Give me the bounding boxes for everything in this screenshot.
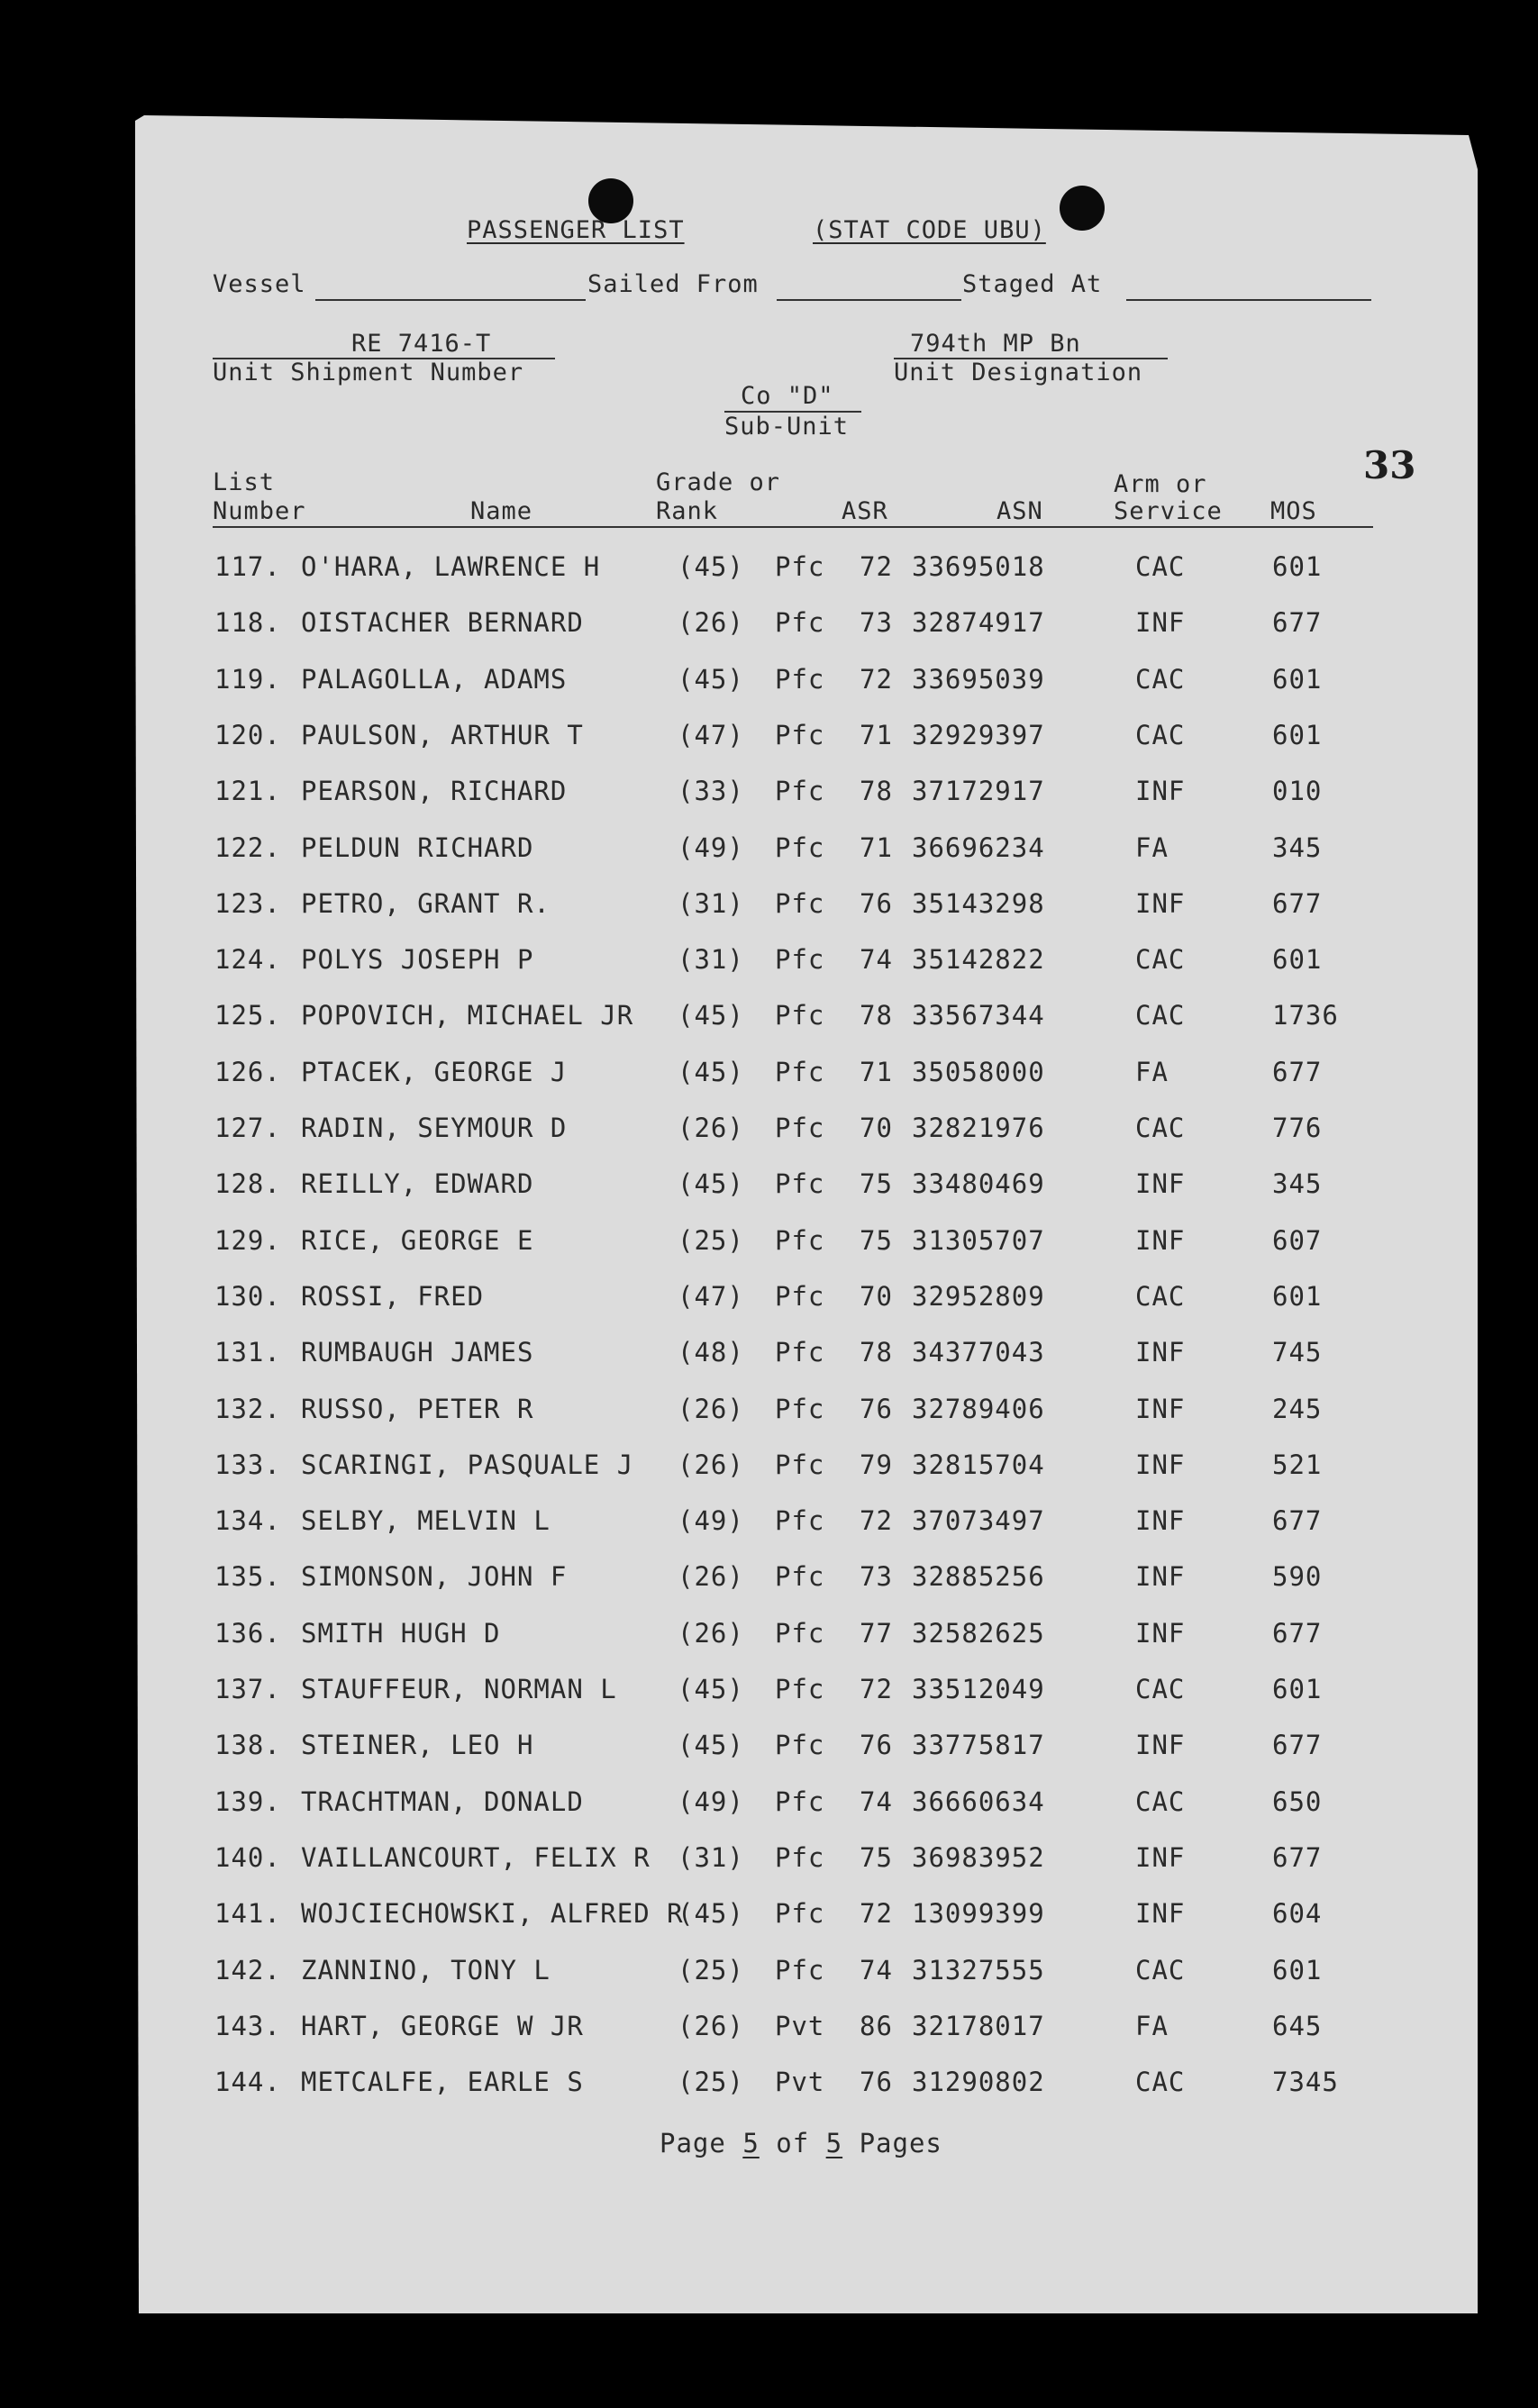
row-name: ZANNINO, TONY L xyxy=(301,1954,551,1985)
table-row xyxy=(0,1618,1538,1670)
row-name: HART, GEORGE W JR xyxy=(301,2010,584,2041)
row-mos: 650 xyxy=(1272,1786,1323,1817)
row-rank: Pfc xyxy=(775,1617,825,1649)
row-grade-code: (26) xyxy=(678,1561,744,1593)
row-asr: 78 xyxy=(860,1337,893,1368)
row-rank: Pfc xyxy=(775,663,825,695)
row-asn: 32789406 xyxy=(912,1393,1045,1424)
row-number: 117. xyxy=(214,551,281,582)
row-rank: Pfc xyxy=(775,1841,825,1873)
row-grade-code: (33) xyxy=(678,776,744,807)
row-asn: 32821976 xyxy=(912,1113,1045,1143)
row-arm: INF xyxy=(1135,607,1186,639)
sub-unit: Co "D" xyxy=(741,382,834,410)
row-name: RICE, GEORGE E xyxy=(301,1224,534,1256)
row-asn: 32885256 xyxy=(912,1561,1045,1593)
table-row xyxy=(0,1674,1538,1726)
row-number: 144. xyxy=(214,2067,281,2098)
row-number: 137. xyxy=(214,1674,281,1704)
row-mos: 677 xyxy=(1272,1730,1323,1761)
row-arm: INF xyxy=(1135,1730,1186,1761)
row-number: 143. xyxy=(214,2010,281,2041)
row-rank: Pfc xyxy=(775,1393,825,1424)
col-arm-bottom: Service xyxy=(1114,497,1223,525)
row-mos: 745 xyxy=(1272,1337,1323,1368)
row-name: PAULSON, ARTHUR T xyxy=(301,719,584,750)
row-number: 131. xyxy=(214,1337,281,1368)
page-footer xyxy=(660,2128,942,2158)
row-grade-code: (45) xyxy=(678,551,744,582)
row-rank: Pfc xyxy=(775,1730,825,1761)
row-rank: Pfc xyxy=(775,1505,825,1537)
row-rank: Pfc xyxy=(775,1337,825,1368)
footer-of-word: of xyxy=(776,2128,810,2158)
row-grade-code: (45) xyxy=(678,1730,744,1761)
stat-code: (STAT CODE UBU) xyxy=(813,216,1046,244)
row-name: POLYS JOSEPH P xyxy=(301,944,534,976)
row-rank: Pfc xyxy=(775,719,825,750)
row-asn: 36660634 xyxy=(912,1786,1045,1817)
row-asr: 74 xyxy=(860,1954,893,1985)
table-row xyxy=(0,1281,1538,1333)
table-row xyxy=(0,1337,1538,1389)
row-grade-code: (45) xyxy=(678,1168,744,1200)
row-name: RADIN, SEYMOUR D xyxy=(301,1113,568,1143)
table-row xyxy=(0,1842,1538,1895)
row-mos: 645 xyxy=(1272,2010,1323,2041)
row-asr: 75 xyxy=(860,1841,893,1873)
row-asn: 32952809 xyxy=(912,1280,1045,1312)
row-asr: 72 xyxy=(860,1674,893,1704)
row-asr: 71 xyxy=(860,719,893,750)
row-rank: Pvt xyxy=(775,2010,825,2041)
row-mos: 7345 xyxy=(1272,2067,1339,2098)
row-rank: Pfc xyxy=(775,1000,825,1031)
row-mos: 521 xyxy=(1272,1449,1323,1480)
row-asn: 35143298 xyxy=(912,887,1045,919)
page-stamp-number: 33 xyxy=(1363,443,1416,487)
row-number: 139. xyxy=(214,1786,281,1817)
row-name: METCALFE, EARLE S xyxy=(301,2067,584,2098)
row-name: RUSSO, PETER R xyxy=(301,1393,534,1424)
row-arm: INF xyxy=(1135,776,1186,807)
row-mos: 677 xyxy=(1272,1056,1323,1087)
row-asn: 32929397 xyxy=(912,719,1045,750)
row-asr: 71 xyxy=(860,831,893,863)
punch-hole-right xyxy=(1060,186,1105,231)
row-asr: 70 xyxy=(860,1113,893,1143)
row-asr: 76 xyxy=(860,1730,893,1761)
row-number: 140. xyxy=(214,1841,281,1873)
table-row xyxy=(0,1168,1538,1221)
row-grade-code: (26) xyxy=(678,1113,744,1143)
row-asr: 75 xyxy=(860,1168,893,1200)
table-row xyxy=(0,2067,1538,2119)
row-grade-code: (47) xyxy=(678,719,744,750)
unit-designation: 794th MP Bn xyxy=(910,330,1081,358)
col-list-top: List xyxy=(213,468,276,496)
row-rank: Pfc xyxy=(775,1954,825,1985)
row-arm: CAC xyxy=(1135,719,1186,750)
row-name: PEARSON, RICHARD xyxy=(301,776,568,807)
row-arm: CAC xyxy=(1135,1000,1186,1031)
row-number: 119. xyxy=(214,663,281,695)
row-number: 134. xyxy=(214,1505,281,1537)
row-arm: CAC xyxy=(1135,1786,1186,1817)
row-name: PTACEK, GEORGE J xyxy=(301,1056,568,1087)
row-mos: 1736 xyxy=(1272,1000,1339,1031)
row-name: STAUFFEUR, NORMAN L xyxy=(301,1674,617,1704)
row-grade-code: (31) xyxy=(678,887,744,919)
row-grade-code: (31) xyxy=(678,944,744,976)
col-asn: ASN xyxy=(997,497,1043,525)
table-row xyxy=(0,1898,1538,1950)
row-asn: 32178017 xyxy=(912,2010,1045,2041)
row-mos: 677 xyxy=(1272,887,1323,919)
row-arm: FA xyxy=(1135,1056,1169,1087)
row-asn: 33512049 xyxy=(912,1674,1045,1704)
row-grade-code: (26) xyxy=(678,1393,744,1424)
row-asn: 33695018 xyxy=(912,551,1045,582)
col-mos: MOS xyxy=(1270,497,1317,525)
vessel-field-line xyxy=(315,299,586,301)
table-row xyxy=(0,1113,1538,1165)
row-rank: Pfc xyxy=(775,887,825,919)
table-row xyxy=(0,1561,1538,1613)
row-name: RUMBAUGH JAMES xyxy=(301,1337,534,1368)
row-grade-code: (31) xyxy=(678,1841,744,1873)
row-arm: INF xyxy=(1135,1898,1186,1930)
sub-unit-label: Sub-Unit xyxy=(724,413,850,441)
row-asn: 36983952 xyxy=(912,1841,1045,1873)
row-asr: 78 xyxy=(860,1000,893,1031)
table-row xyxy=(0,664,1538,716)
row-number: 123. xyxy=(214,887,281,919)
col-name: Name xyxy=(470,497,533,525)
row-rank: Pfc xyxy=(775,551,825,582)
row-grade-code: (45) xyxy=(678,1898,744,1930)
row-name: PALAGOLLA, ADAMS xyxy=(301,663,568,695)
row-rank: Pfc xyxy=(775,1056,825,1087)
row-grade-code: (26) xyxy=(678,2010,744,2041)
row-asn: 32815704 xyxy=(912,1449,1045,1480)
document-title: PASSENGER LIST xyxy=(467,216,685,244)
row-number: 127. xyxy=(214,1113,281,1143)
row-asr: 72 xyxy=(860,551,893,582)
table-row xyxy=(0,1449,1538,1502)
row-grade-code: (45) xyxy=(678,1000,744,1031)
row-mos: 601 xyxy=(1272,719,1323,750)
row-number: 132. xyxy=(214,1393,281,1424)
row-grade-code: (49) xyxy=(678,831,744,863)
row-arm: INF xyxy=(1135,1393,1186,1424)
row-grade-code: (45) xyxy=(678,1674,744,1704)
row-grade-code: (25) xyxy=(678,2067,744,2098)
row-asr: 74 xyxy=(860,944,893,976)
row-mos: 677 xyxy=(1272,1841,1323,1873)
row-rank: Pfc xyxy=(775,1113,825,1143)
row-grade-code: (25) xyxy=(678,1954,744,1985)
row-grade-code: (49) xyxy=(678,1786,744,1817)
row-asn: 33695039 xyxy=(912,663,1045,695)
row-asn: 33480469 xyxy=(912,1168,1045,1200)
row-grade-code: (47) xyxy=(678,1280,744,1312)
row-asn: 36696234 xyxy=(912,831,1045,863)
row-mos: 010 xyxy=(1272,776,1323,807)
row-asr: 79 xyxy=(860,1449,893,1480)
row-name: WOJCIECHOWSKI, ALFRED R xyxy=(301,1898,684,1930)
row-asn: 35058000 xyxy=(912,1056,1045,1087)
table-row xyxy=(0,944,1538,996)
row-arm: INF xyxy=(1135,1168,1186,1200)
row-mos: 601 xyxy=(1272,1954,1323,1985)
row-mos: 345 xyxy=(1272,1168,1323,1200)
table-row xyxy=(0,720,1538,772)
row-number: 120. xyxy=(214,719,281,750)
row-name: O'HARA, LAWRENCE H xyxy=(301,551,601,582)
row-name: VAILLANCOURT, FELIX R xyxy=(301,1841,651,1873)
table-row xyxy=(0,1505,1538,1558)
row-grade-code: (49) xyxy=(678,1505,744,1537)
row-name: ROSSI, FRED xyxy=(301,1280,485,1312)
row-asn: 31327555 xyxy=(912,1954,1045,1985)
row-name: SIMONSON, JOHN F xyxy=(301,1561,568,1593)
row-rank: Pfc xyxy=(775,1898,825,1930)
table-row xyxy=(0,1225,1538,1277)
row-number: 124. xyxy=(214,944,281,976)
staged-at-field-line xyxy=(1126,299,1371,301)
row-number: 129. xyxy=(214,1224,281,1256)
table-row xyxy=(0,1000,1538,1052)
row-arm: INF xyxy=(1135,1224,1186,1256)
table-row xyxy=(0,551,1538,604)
row-grade-code: (25) xyxy=(678,1224,744,1256)
row-mos: 601 xyxy=(1272,1674,1323,1704)
row-number: 121. xyxy=(214,776,281,807)
row-asr: 74 xyxy=(860,1786,893,1817)
row-number: 133. xyxy=(214,1449,281,1480)
row-asn: 31290802 xyxy=(912,2067,1045,2098)
row-rank: Pfc xyxy=(775,1674,825,1704)
row-asr: 72 xyxy=(860,1898,893,1930)
footer-total-pages: 5 xyxy=(825,2128,843,2158)
row-arm: CAC xyxy=(1135,1674,1186,1704)
row-mos: 677 xyxy=(1272,1617,1323,1649)
row-grade-code: (26) xyxy=(678,1449,744,1480)
row-asr: 76 xyxy=(860,1393,893,1424)
col-grade-top: Grade or xyxy=(656,468,781,496)
row-asr: 73 xyxy=(860,607,893,639)
row-mos: 601 xyxy=(1272,551,1323,582)
row-arm: CAC xyxy=(1135,2067,1186,2098)
footer-current-page: 5 xyxy=(742,2128,760,2158)
row-grade-code: (26) xyxy=(678,607,744,639)
row-grade-code: (45) xyxy=(678,1056,744,1087)
table-row xyxy=(0,1786,1538,1839)
row-asr: 75 xyxy=(860,1224,893,1256)
row-asn: 32582625 xyxy=(912,1617,1045,1649)
row-rank: Pfc xyxy=(775,1786,825,1817)
unit-shipment-number: RE 7416-T xyxy=(351,330,492,358)
row-asr: 78 xyxy=(860,776,893,807)
row-mos: 677 xyxy=(1272,1505,1323,1537)
row-asn: 13099399 xyxy=(912,1898,1045,1930)
row-asr: 76 xyxy=(860,2067,893,2098)
row-name: PETRO, GRANT R. xyxy=(301,887,551,919)
row-rank: Pfc xyxy=(775,1224,825,1256)
row-number: 122. xyxy=(214,831,281,863)
row-mos: 245 xyxy=(1272,1393,1323,1424)
row-mos: 345 xyxy=(1272,831,1323,863)
row-number: 142. xyxy=(214,1954,281,1985)
row-name: SELBY, MELVIN L xyxy=(301,1505,551,1537)
row-grade-code: (45) xyxy=(678,663,744,695)
row-name: REILLY, EDWARD xyxy=(301,1168,534,1200)
row-mos: 604 xyxy=(1272,1898,1323,1930)
row-arm: INF xyxy=(1135,1841,1186,1873)
row-arm: FA xyxy=(1135,831,1169,863)
row-arm: CAC xyxy=(1135,944,1186,976)
row-asn: 37172917 xyxy=(912,776,1045,807)
row-rank: Pfc xyxy=(775,1449,825,1480)
row-number: 118. xyxy=(214,607,281,639)
row-grade-code: (26) xyxy=(678,1617,744,1649)
staged-at-label: Staged At xyxy=(962,270,1103,298)
row-name: SCARINGI, PASQUALE J xyxy=(301,1449,634,1480)
table-row xyxy=(0,1394,1538,1446)
row-rank: Pfc xyxy=(775,1280,825,1312)
col-list-bottom: Number xyxy=(213,497,306,525)
row-mos: 677 xyxy=(1272,607,1323,639)
row-name: PELDUN RICHARD xyxy=(301,831,534,863)
row-asn: 33775817 xyxy=(912,1730,1045,1761)
row-asn: 33567344 xyxy=(912,1000,1045,1031)
row-asr: 72 xyxy=(860,663,893,695)
table-row xyxy=(0,1730,1538,1782)
row-arm: CAC xyxy=(1135,551,1186,582)
row-rank: Pfc xyxy=(775,944,825,976)
col-arm-top: Arm or xyxy=(1114,470,1207,498)
row-rank: Pfc xyxy=(775,607,825,639)
row-asr: 70 xyxy=(860,1280,893,1312)
row-mos: 607 xyxy=(1272,1224,1323,1256)
row-asr: 86 xyxy=(860,2010,893,2041)
table-row xyxy=(0,2011,1538,2063)
row-arm: INF xyxy=(1135,1617,1186,1649)
table-row xyxy=(0,1955,1538,2007)
row-number: 126. xyxy=(214,1056,281,1087)
row-number: 141. xyxy=(214,1898,281,1930)
row-name: TRACHTMAN, DONALD xyxy=(301,1786,584,1817)
row-number: 130. xyxy=(214,1280,281,1312)
row-rank: Pfc xyxy=(775,1561,825,1593)
row-asr: 76 xyxy=(860,887,893,919)
row-number: 125. xyxy=(214,1000,281,1031)
row-arm: CAC xyxy=(1135,1954,1186,1985)
row-arm: CAC xyxy=(1135,663,1186,695)
row-grade-code: (48) xyxy=(678,1337,744,1368)
row-number: 136. xyxy=(214,1617,281,1649)
table-row xyxy=(0,776,1538,828)
row-number: 138. xyxy=(214,1730,281,1761)
row-asr: 77 xyxy=(860,1617,893,1649)
vessel-label: Vessel xyxy=(213,270,306,298)
table-row xyxy=(0,607,1538,659)
row-asr: 73 xyxy=(860,1561,893,1593)
row-mos: 776 xyxy=(1272,1113,1323,1143)
row-asn: 32874917 xyxy=(912,607,1045,639)
header-rule xyxy=(213,526,1373,528)
row-name: STEINER, LEO H xyxy=(301,1730,534,1761)
row-arm: INF xyxy=(1135,1561,1186,1593)
row-arm: FA xyxy=(1135,2010,1169,2041)
table-row xyxy=(0,832,1538,885)
row-rank: Pfc xyxy=(775,1168,825,1200)
footer-pages-word: Pages xyxy=(859,2128,942,2158)
row-name: OISTACHER BERNARD xyxy=(301,607,584,639)
row-name: POPOVICH, MICHAEL JR xyxy=(301,1000,634,1031)
footer-page-word: Page xyxy=(660,2128,726,2158)
row-arm: CAC xyxy=(1135,1280,1186,1312)
table-row xyxy=(0,888,1538,940)
row-arm: INF xyxy=(1135,1505,1186,1537)
row-mos: 601 xyxy=(1272,663,1323,695)
row-asn: 35142822 xyxy=(912,944,1045,976)
unit-shipment-label: Unit Shipment Number xyxy=(213,359,524,386)
row-arm: INF xyxy=(1135,1449,1186,1480)
row-asr: 71 xyxy=(860,1056,893,1087)
unit-designation-label: Unit Designation xyxy=(894,359,1143,386)
row-asr: 72 xyxy=(860,1505,893,1537)
row-rank: Pvt xyxy=(775,2067,825,2098)
sailed-from-field-line xyxy=(777,299,961,301)
row-mos: 590 xyxy=(1272,1561,1323,1593)
row-asn: 34377043 xyxy=(912,1337,1045,1368)
row-arm: INF xyxy=(1135,1337,1186,1368)
row-arm: CAC xyxy=(1135,1113,1186,1143)
col-asr: ASR xyxy=(842,497,888,525)
col-grade-bottom: Rank xyxy=(656,497,719,525)
row-name: SMITH HUGH D xyxy=(301,1617,501,1649)
row-mos: 601 xyxy=(1272,1280,1323,1312)
sailed-from-label: Sailed From xyxy=(587,270,759,298)
row-rank: Pfc xyxy=(775,776,825,807)
row-asn: 31305707 xyxy=(912,1224,1045,1256)
row-number: 128. xyxy=(214,1168,281,1200)
row-rank: Pfc xyxy=(775,831,825,863)
row-mos: 601 xyxy=(1272,944,1323,976)
row-arm: INF xyxy=(1135,887,1186,919)
table-row xyxy=(0,1057,1538,1109)
row-asn: 37073497 xyxy=(912,1505,1045,1537)
row-number: 135. xyxy=(214,1561,281,1593)
